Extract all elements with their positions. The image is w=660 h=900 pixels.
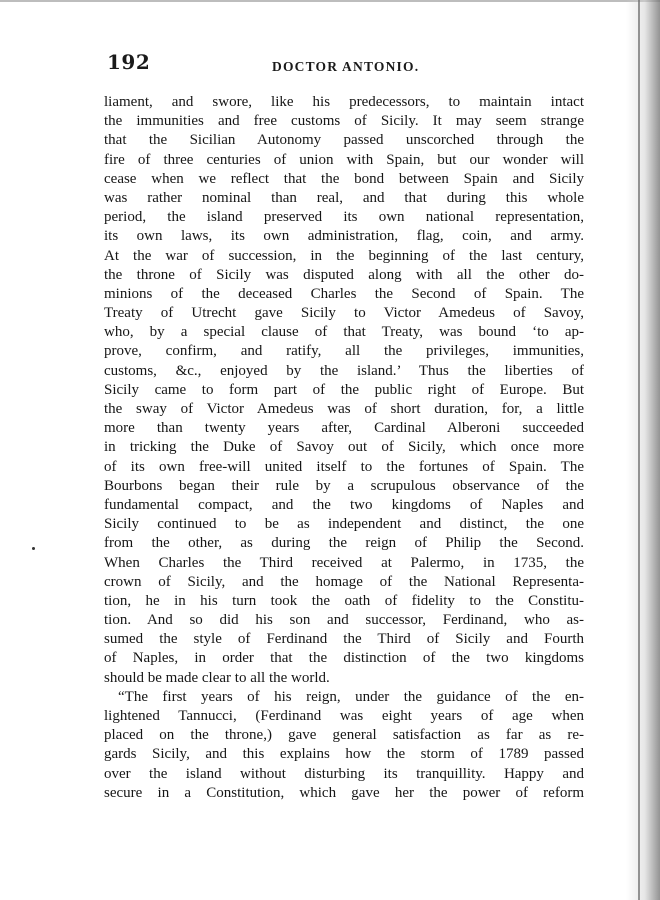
text-line: Bourbons began their rule by a scrupulous observance of the xyxy=(104,477,584,494)
text-line: fire of three centuries of union with Spain, but our wonder will xyxy=(104,151,584,168)
text-line: more than twenty years after, Cardinal Alberoni succeeded xyxy=(104,420,584,437)
running-title: DOCTOR ANTONIO. xyxy=(272,59,420,74)
paragraph-end-line: should be made clear to all the world. xyxy=(104,669,330,686)
page-top-edge xyxy=(0,0,660,2)
text-line: was rather nominal than real, and that during this whole xyxy=(104,189,584,206)
text-line: prove, confirm, and ratify, all the privileges, immunities, xyxy=(104,343,584,360)
text-line: sumed the style of Ferdinand the Third of Sicily and Fourth xyxy=(104,631,584,648)
paragraph-start-line: “The first years of his reign, under the guidance of the en- xyxy=(118,688,584,705)
text-line: over the island without disturbing its tranquillity. Happy and xyxy=(104,765,584,782)
spine-edge xyxy=(638,0,640,900)
text-line: from the other, as during the reign of Philip the Second. xyxy=(104,535,584,552)
text-line: that the Sicilian Autonomy passed unscorched through the xyxy=(104,132,584,149)
ink-speck xyxy=(32,547,35,550)
text-line: customs, &c., enjoyed by the island.’ Thus the liberties of xyxy=(104,362,584,379)
body-text xyxy=(104,93,584,803)
text-line: minions of the deceased Charles the Second of Spain. The xyxy=(104,285,584,302)
text-line: who, by a special clause of that Treaty, was bound ‘to ap- xyxy=(104,324,584,341)
text-line: the sway of Victor Amedeus was of short duration, for, a little xyxy=(104,401,584,417)
text-line: tion, he in his turn took the oath of fidelity to the Constitu- xyxy=(104,592,584,609)
text-line: lightened Tannucci, (Ferdinand was eight years of age when xyxy=(104,708,584,724)
text-line: secure in a Constitution, which gave her the power of reform xyxy=(104,784,584,801)
text-line: period, the island preserved its own national representation, xyxy=(104,209,584,226)
text-line: liament, and swore, like his predecessors, to maintain intact xyxy=(104,94,584,110)
text-line: its own laws, its own administration, flag, coin, and army. xyxy=(104,228,584,245)
text-line: of Naples, in order that the distinction of the two kingdoms xyxy=(104,650,584,667)
spine-shadow xyxy=(626,0,660,900)
text-line: Treaty of Utrecht gave Sicily to Victor Amedeus of Savoy, xyxy=(104,305,584,322)
text-line: tion. And so did his son and successor, Ferdinand, who as- xyxy=(104,612,584,629)
text-line: Sicily continued to be as independent and distinct, the one xyxy=(104,516,584,533)
text-line: of its own free-will united itself to the fortunes of Spain. The xyxy=(104,458,584,475)
text-line: placed on the throne,) gave general satisfaction as far as re- xyxy=(104,727,584,744)
page-number: 192 xyxy=(107,50,151,74)
text-line: gards Sicily, and this explains how the storm of 1789 passed xyxy=(104,746,584,763)
text-line: the immunities and free customs of Sicily. It may seem strange xyxy=(104,113,584,130)
text-line: cease when we reflect that the bond between Spain and Sicily xyxy=(104,170,584,187)
text-line: the throne of Sicily was disputed along with all the other do- xyxy=(104,266,584,283)
text-line: At the war of succession, in the beginning of the last century, xyxy=(104,247,584,264)
text-line: crown of Sicily, and the homage of the National Representa- xyxy=(104,573,584,590)
text-line: Sicily came to form part of the public right of Europe. But xyxy=(104,381,584,398)
text-line: fundamental compact, and the two kingdoms of Naples and xyxy=(104,496,584,513)
text-line: in tricking the Duke of Savoy out of Sicily, which once more xyxy=(104,439,584,456)
text-line: When Charles the Third received at Palermo, in 1735, the xyxy=(104,554,584,571)
